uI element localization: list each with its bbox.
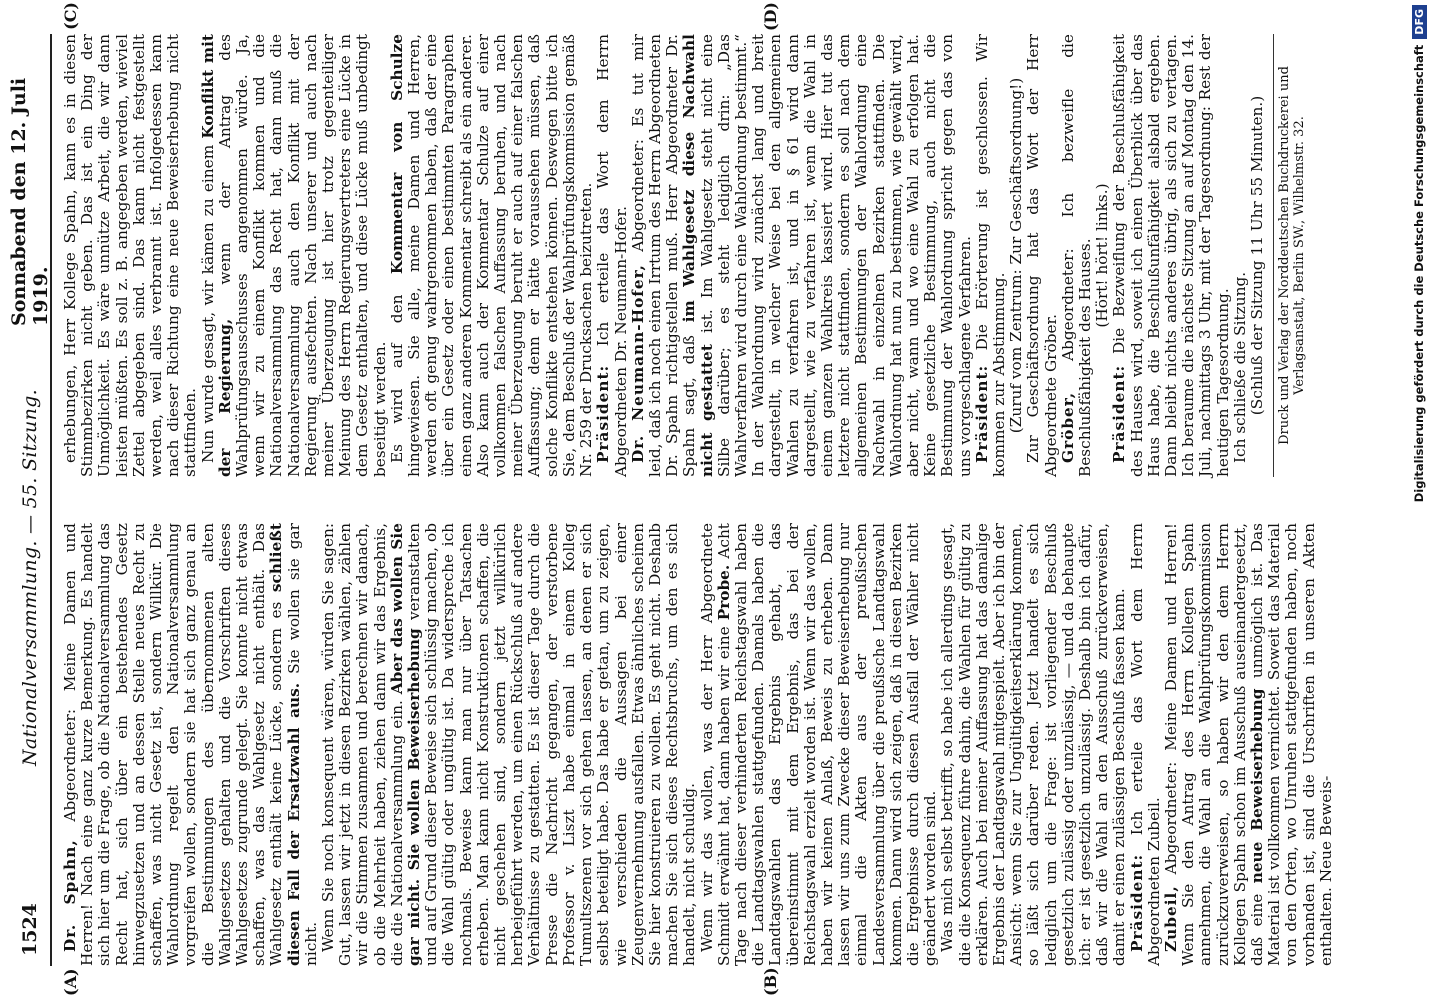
paragraph: Dr. Spahn, Abgeordneter: Meine Damen und Herren! Nach eine ganz kurze Bemerkung. Es handelt sich hier um die Frage, ob die Nationalversammlung das Recht hat, sich über ein bestehendes Gesetz hinwegzusetzen und an dessen Stelle neues Recht zu schaffen, was nicht Gesetz ist, sondern Willkür. Die Wahlordnung regelt den Nationalversammlung vorgreifen wollen, sondern sie hat sich ganz genau an die Bestimmungen des übernommenen alten Wahlgesetzes gehalten und die Vorschriften dieses Wahlgesetzes zugrunde gelegt. Sie konnte nicht etwas schaffen, was das Wahlgesetz nicht enthält. Das Wahlgesetz enthält keine Lücke, sondern es schließt diesen Fall der Ersatzwahl aus. Sie wollen sie gar nicht. <box>61 523 320 966</box>
session-close-note: (Schluß der Sitzung 11 Uhr 55 Minuten.) <box>1248 95 1267 416</box>
paragraph: Zur Geschäftsordnung hat das Wort der Herr Abgeordnete Gröber. <box>1024 34 1060 477</box>
paragraph: erhebungen, Herr Kollege Spahn, kann es in diesen Stimmbezirken nicht geben. Das ist ein Ding der Unmöglichkeit. Es wäre unnütze Arbeit, die wir dann leisten müßten. Es soll z. B. angegeben werden, wieviel Zettel abgegeben sind. Das kann nicht festgestellt werden, weil alles verbrannt ist. Infolgedessen kann nach dieser Richtung eine neue Beweiserhebung nicht stattfinden. <box>61 34 200 477</box>
paragraph: Präsident: Ich erteile das Wort dem Herrn Abgeordneten Dr. Neumann-Hofer. <box>594 34 630 477</box>
paragraph: Präsident: Die Erörterung ist geschlossen. Wir kommen zur Abstimmung. <box>972 34 1008 477</box>
margin-marker-c: (C) <box>61 2 80 30</box>
interjection: (Hört! hört! links.) <box>1093 183 1112 328</box>
paragraph: Was mich selbst betrifft, so habe ich allerdings gesagt, die die Konsequenz führe dahin, die Wahlen für gültig zu erklären. Auch bei meiner Auffassung hat das damalige Ergebnis der Landtagswahl mitgespielt. Aber ich bin der Ansicht: wenn Sie zur Ungültigkeitserklärung kommen, so läßt sich darüber reden. Jetzt handelt es sich lediglich um die Frage: ist vorliegender Beschluß gesetzlich zulässig oder unzulässig, — und da behaupte ich: er ist gesetzlich unzulässig. Deshalb bin ich dafür, daß wir die Wahl an den Ausschuß zurückverweisen, damit er einen zulässigen Beschluß fassen kann. <box>938 523 1129 966</box>
page-number: 1524 <box>19 903 41 956</box>
digitization-note-text: Digitalisierung gefördert durch die Deutsche Forschungsgemeinschaft <box>1412 44 1426 503</box>
two-column-body <box>61 2 1335 996</box>
paragraph: Nun wurde gesagt, wir kämen zu einem Konflikt mit der Regierung, wenn der Antrag des Wahlprüfungsausschusses angenommen würde. Ja, wenn wir zu einem Konflikt kommen und die Nationalversammlung das Recht hat, dann muß die Nationalversammlung auch den Konflikt mit der Regierung ausfechten. Nach unserer und auch nach meiner Überzeugung ist hier trotz gegenteiliger Meinung des Herrn Regierungsvertreters eine Lücke in dem Gesetz enthalten, und diese Lücke muß unbedingt beseitigt werden. <box>198 34 389 477</box>
running-title: Nationalversammlung. — 55. Sitzung. <box>19 389 41 766</box>
interjection: (Zuruf vom Zentrum: Zur Geschäftsordnung!) <box>1007 77 1026 434</box>
margin-marker-b: (B) <box>761 967 780 996</box>
page-header <box>10 34 52 966</box>
speaker-name: Zubeil, <box>1162 885 1180 952</box>
paragraph: Präsident: Die Bezweiflung der Beschlußfähigkeit des Hauses wird, soweit ich einen Überblick über das Haus habe, die Beschlußunfähigkeit alsbald ergeben. Dann bleibt nichts anderes übrig, als sich zu vertagen. Ich beraume die nächste Sitzung an auf Montag den 14. Juli, nachmittags 3 Uhr, mit der Tagesordnung: Rest der heutigen Tagesordnung. <box>1110 34 1232 477</box>
speaker-name: Präsident: <box>972 364 991 463</box>
speaker-name: Gröber, <box>1058 391 1077 463</box>
speaker-name: Präsident: <box>1110 364 1129 463</box>
paragraph: Gröber, Abgeordneter: Ich bezweifle die Beschlußfähigkeit des Hauses. <box>1058 34 1094 477</box>
dfg-logo: DFG <box>1412 5 1427 39</box>
right-column <box>61 2 1335 477</box>
speaker-name: Dr. Spahn, <box>61 839 79 952</box>
margin-marker-a: (A) <box>61 968 80 996</box>
speaker-name: Präsident: <box>1127 853 1146 952</box>
imprint-divider <box>1273 34 1274 477</box>
session-date: Sonnabend den 12. Juli 1919. <box>8 77 52 326</box>
printer-imprint: Druck und Verlag der Norddeutschen Buchdruckerei und Verlagsanstalt, Berlin SW., Wilhelmstr. 32. <box>1277 66 1308 445</box>
paragraph: Es wird auf den Kommentar von Schulze hingewiesen. Sie alle, meine Damen und Herren, werden oft genug wahrgenommen haben, daß der eine über ein Gesetz oder einen bestimmten Paragraphen einen ganz anderen Kommentar schreibt als ein anderer. Also kann auch der Kommentar Schulze auf einer vollkommen falschen Auffassung beruhen, und nach meiner Überzeugung beruht er auch auf einer falschen Auffassung; denn er hätte voraussehen müssen, daß solche Konflikte entstehen können. Deswegen bitte ich Sie, dem Beschluß der Wahlprüfungskommission gemäß Nr. 259 der Drucksachen beizutreten. <box>387 34 596 477</box>
speaker-name: Dr. Neumann-Hofer, <box>628 264 647 463</box>
paragraph: Wenn wir das wollen, was der Herr Abgeordnete Schmidt erwähnt hat, dann haben wir eine Probe. Acht Tage nach dieser verhinderten Reichstagswahl haben die Landtagswahlen stattgefunden. Damals haben die Landtagswahlen das Ergebnis gehabt, das übereinstimmt mit dem Ergebnis, das bei der Reichstagswahl erzielt worden ist. Wenn wir das wollen, haben wir keinen Anlaß, Beweis zu erheben. Dann lassen wir uns zum Zwecke dieser Beweiserhebung nur einmal die Akten aus der preußischen Landesversammlung über die preußische Landtagswahl kommen. Dann wird sich zeigen, daß in diesen Bezirken die Ergebnisse durch diesen Ausfall der Wähler nicht geändert worden sind. <box>697 523 940 966</box>
digitization-sidebar <box>1406 5 1432 995</box>
speaker-name: Präsident: <box>594 364 613 463</box>
digitization-note <box>1406 5 1432 995</box>
left-column <box>61 523 1335 996</box>
paragraph: Wenn Sie noch konsequent wären, würden Sie sagen: Gut, lassen wir jetzt in diesen Bezirken wählen, zählen wir die Stimmen zusammen und berechnen wir danach, ob die Mehrheit haben, ziehen dann wir das Ergebnis, die die Nationalversammlung ein. Aber das wollen Sie gar nicht. Sie wollen Beweiserhebung veranstalten und auf Grund dieser Beweise sich schlüssig machen, ob die Wahl gültig oder ungültig ist. Da widerspreche ich nochmals. Beweise kann man nur über Tatsachen erheben. Man kann nicht Konstruktionen schaffen, die nicht geschehen sind, sondern jetzt willkürlich herbeigeführt werden, um einen Rückschluß auf andere Verhältnisse zu gestatten. Es ist dieser Tage durch die Presse die Nachricht gegangen, der verstorbene Professor v. Liszt habe einmal in einem Kolleg Tumultszenen vor sich gehen lassen, an denen er sich selbst beteiligt habe. Das habe er getan, um zu zeigen, wie verschieden die Aussagen bei einer Zeugenvernehmung ausfallen. Etwas ähnliches scheinen Sie hier konstruieren zu wollen. Es geht nicht. Deshalb machen Sie sich dieses Rechtsbruchs, um den es sich handelt, nicht schuldig. <box>319 523 699 966</box>
paragraph: Dr. Neumann-Hofer, Abgeordneter: Es tut mir leid, daß ich noch einen Irrtum des Herrn Abgeordneten Dr. Spahn richtigstellen muß. Herr Abgeordneter Dr. Spahn sagt, daß im Wahlgesetz diese Nachwahl nicht gestattet ist. Im Wahlgesetz steht nicht eine Silbe darüber; es steht lediglich drin: „Das Wahlverfahren wird durch eine Wahlordnung bestimmt.“ In der Wahlordnung wird zunächst lang und breit dargestellt, in welcher Weise bei den allgemeinen Wahlen zu verfahren ist, und in § 61 wird dann dargestellt, wie zu verfahren ist, wenn die Wahl in einem ganzen Wahlkreis kassiert wird. Hier tut das letztere nicht stattfinden, sondern es soll nach dem allgemeinen Bestimmungen der Wahlordnung eine Nachwahl in einzelnen Bezirken stattfinden. Die Wahlordnung hat nun zu bestimmen, wie gewählt wird, aber nicht, wann und wo eine Wahl zu erfolgen hat. Keine gesetzliche Bestimmung, auch nicht die Bestimmung der Wahlordnung spricht gegen das von uns vorgeschlagene Verfahren. <box>628 34 974 477</box>
margin-marker-d: (D) <box>761 2 780 32</box>
paragraph: Präsident: Ich erteile das Wort dem Herrn Abgeordneten Zubeil. <box>1127 523 1163 966</box>
paragraph: Zubeil, Abgeordneter: Meine Damen und Herren! Wenn Sie den Antrag des Herrn Kollegen Spahn annehmen, die Wahl an die Wahlprüfungskommission zurückzuverweisen, so haben wir den dem Herrn Kollegen Spahn schon im Ausschuß auseinandergesetzt, daß eine neue Beweiserhebung unmöglich ist. Das Material ist vollkommen vernichtet. Soweit das Material von den Orten, wo Unruhen stattgefunden haben, noch vorhanden ist, sind die Urschriften in unseren Akten enthalten. Neue Beweis- <box>1162 523 1335 966</box>
paragraph: Ich schließe die Sitzung. <box>1230 271 1249 463</box>
